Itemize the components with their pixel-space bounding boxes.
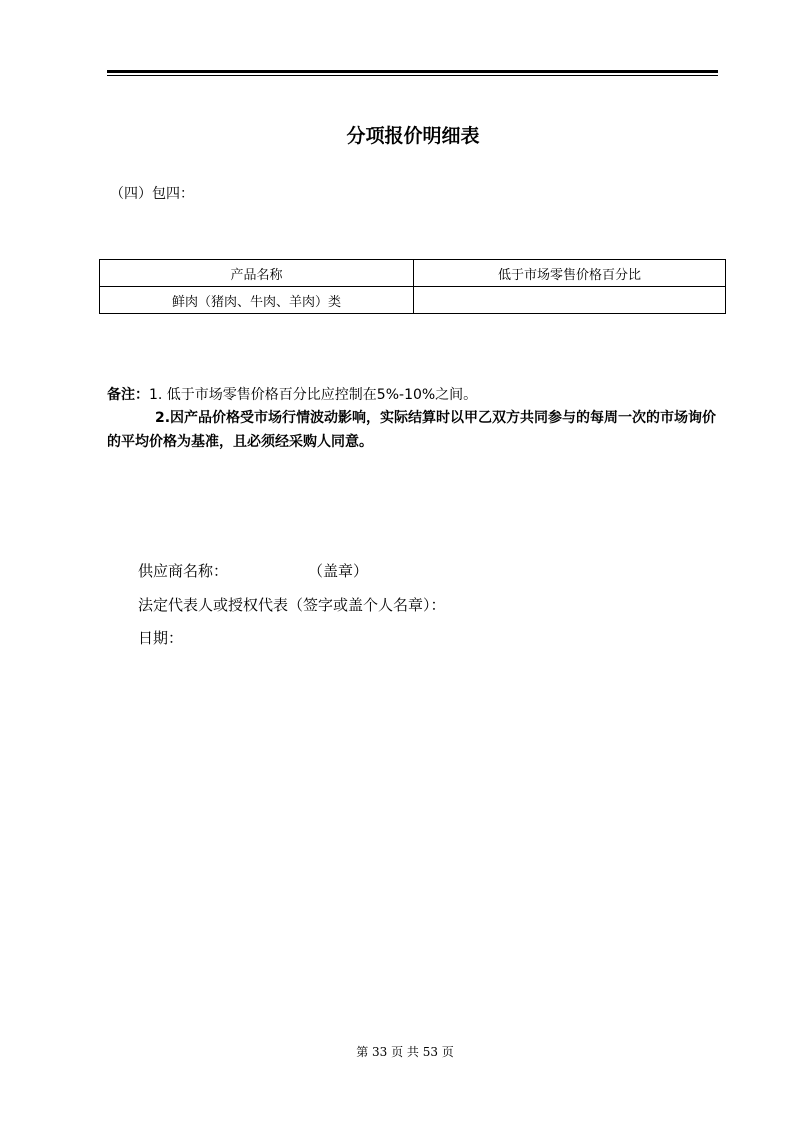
- column-header-product: 产品名称: [100, 260, 414, 287]
- cell-discount-value: [414, 287, 726, 314]
- page-footer: 第 33 页 共 53 页: [356, 1045, 454, 1059]
- note-item-2: 2.因产品价格受市场行情波动影响，实际结算时以甲乙双方共同参与的每周一次的市场询价的平均价格为基准，且必须经采购人同意。: [107, 410, 717, 450]
- column-header-discount: 低于市场零售价格百分比: [414, 260, 726, 287]
- table-header-row: [100, 260, 726, 287]
- quote-table: [99, 259, 726, 314]
- cell-product-name: 鲜肉（猪肉、牛肉、羊肉）类: [100, 287, 414, 314]
- section-heading: （四）包四：: [110, 186, 194, 202]
- note-item-1: 1. 低于市场零售价格百分比应控制在5%-10%之间。: [149, 387, 478, 403]
- header-rule-thin: [107, 75, 718, 76]
- note-line-1: [107, 384, 477, 404]
- representative-label: 法定代表人或授权代表（签字或盖个人名章）：: [138, 596, 446, 614]
- note-label: 备注：: [107, 387, 149, 403]
- supplier-label: 供应商名称：: [138, 562, 229, 580]
- header-rule-thick: [107, 70, 718, 73]
- supplier-line: [138, 560, 368, 581]
- stamp-label: （盖章）: [308, 562, 369, 580]
- page-title: 分项报价明细表: [346, 125, 480, 147]
- date-label: 日期：: [138, 629, 184, 647]
- table-row: [100, 287, 726, 314]
